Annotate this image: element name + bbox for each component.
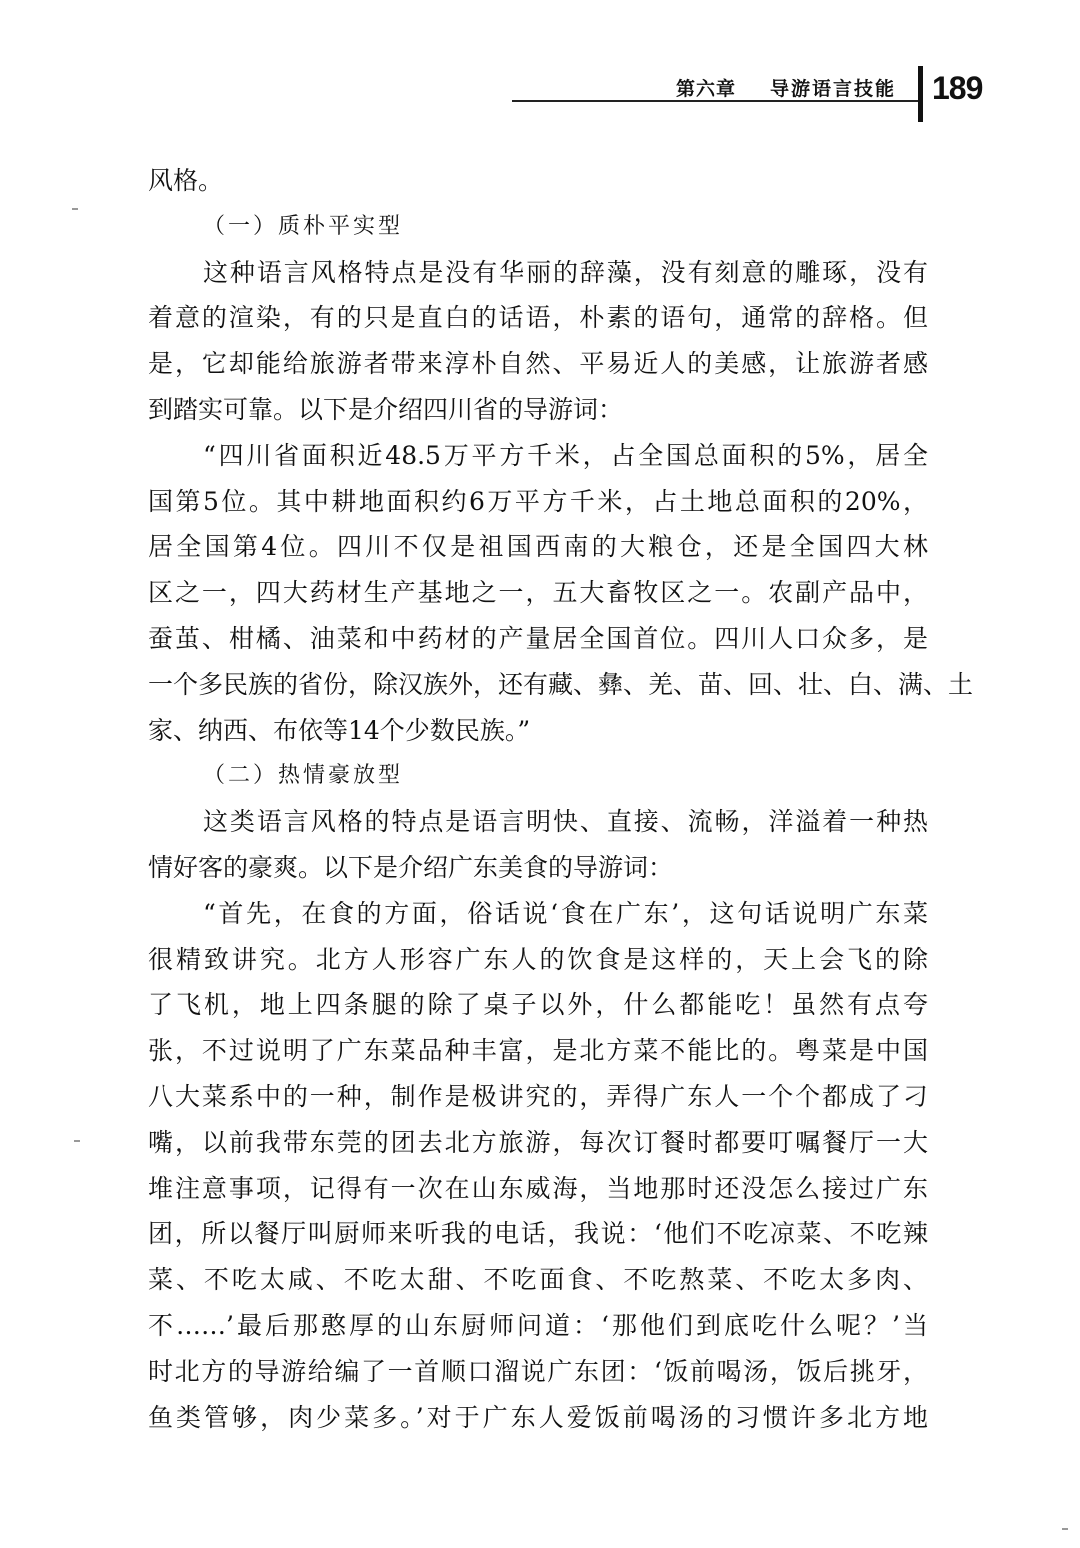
header-divider-bar	[918, 66, 923, 122]
page-number: 189	[932, 70, 983, 106]
text-line: 一个多民族的省份，除汉族外，还有藏、彝、羌、苗、回、壮、白、满、土	[148, 669, 974, 699]
text-line: 着意的渲染，有的只是直白的话语，朴素的语句，通常的辞格。但	[148, 303, 928, 333]
text-line: 到踏实可靠。以下是介绍四川省的导游词：	[148, 394, 624, 424]
text-line: “四川省面积近48.5万平方千米，占全国总面积的5%，居全	[203, 440, 928, 470]
text-line: 居全国第4位。四川不仅是祖国西南的大粮仓，还是全国四大林	[148, 532, 928, 562]
text-line: 家、纳西、布依等14个少数民族。”	[148, 715, 531, 745]
text-line: 这种语言风格特点是没有华丽的辞藻，没有刻意的雕琢，没有	[203, 257, 928, 287]
text-line: 不……’最后那憨厚的山东厨师问道：‘那他们到底吃什么呢？’当	[148, 1310, 928, 1340]
chapter-title: 导游语言技能	[770, 78, 897, 100]
chapter-label: 第六章	[676, 78, 737, 100]
section-heading: （二）热情豪放型	[203, 763, 404, 789]
text-line: 是，它却能给旅游者带来淳朴自然、平易近人的美感，让旅游者感	[148, 349, 928, 379]
scan-speck	[74, 1140, 80, 1142]
scan-speck	[1062, 1528, 1068, 1530]
page-body	[148, 158, 974, 1440]
text-line: 很精致讲究。北方人形容广东人的饮食是这样的，天上会飞的除	[148, 944, 928, 974]
text-line: 堆注意事项，记得有一次在山东威海，当地那时还没怎么接过广东	[148, 1173, 928, 1203]
text-line: 区之一，四大药材生产基地之一，五大畜牧区之一。农副产品中，	[148, 578, 928, 608]
text-line: 这类语言风格的特点是语言明快、直接、流畅，洋溢着一种热	[203, 807, 928, 837]
scan-speck	[72, 208, 78, 210]
text-line: 时北方的导游给编了一首顺口溜说广东团：‘饭前喝汤，饭后挑牙，	[148, 1356, 928, 1386]
text-line: 团，所以餐厅叫厨师来听我的电话，我说：‘他们不吃凉菜、不吃辣	[148, 1219, 928, 1249]
section-heading: （一）质朴平实型	[203, 213, 404, 239]
text-line: “首先，在食的方面，俗话说‘食在广东’，这句话说明广东菜	[203, 898, 928, 928]
text-line: 八大菜系中的一种，制作是极讲究的，弄得广东人一个个都成了刁	[148, 1081, 928, 1111]
text-line: 鱼类管够，肉少菜多。’对于广东人爱饭前喝汤的习惯许多北方地	[148, 1402, 928, 1432]
header-rule	[512, 100, 920, 102]
text-line: 情好客的豪爽。以下是介绍广东美食的导游词：	[148, 852, 674, 882]
text-line: 嘴，以前我带东莞的团去北方旅游，每次订餐时都要叮嘱餐厅一大	[148, 1127, 928, 1157]
text-line: 蚕茧、柑橘、油菜和中药材的产量居全国首位。四川人口众多，是	[148, 623, 928, 653]
text-line: 张，不过说明了广东菜品种丰富，是北方菜不能比的。粤菜是中国	[148, 1036, 928, 1066]
text-line: 风格。	[148, 166, 224, 195]
text-line: 国第5位。其中耕地面积约6万平方千米，占土地总面积的20%，	[148, 486, 928, 516]
text-line: 菜、不吃太咸、不吃太甜、不吃面食、不吃熬菜、不吃太多肉、	[148, 1265, 928, 1295]
text-line: 了飞机，地上四条腿的除了桌子以外，什么都能吃！虽然有点夸	[148, 990, 928, 1020]
